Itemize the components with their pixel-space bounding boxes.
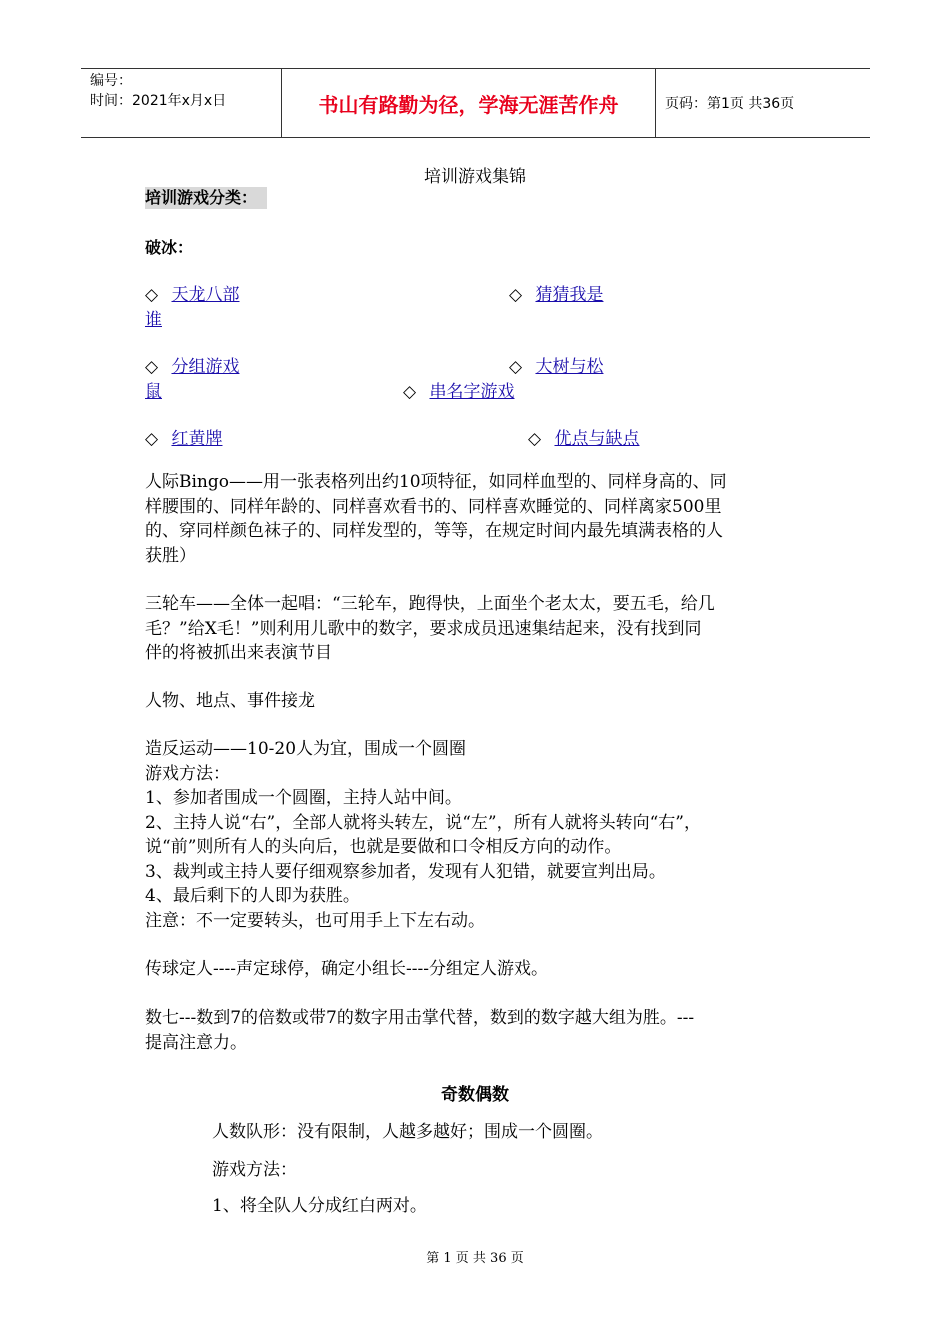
header-page-info: 页码：第1页 共36页 bbox=[665, 96, 795, 112]
text-line: 伴的将被抓出来表演节目 bbox=[145, 643, 332, 663]
diamond-icon: ◇ bbox=[145, 429, 159, 449]
paragraph-bingo bbox=[145, 470, 815, 568]
link-guess-continued[interactable]: 谁 bbox=[145, 310, 162, 330]
link-item-tianlong[interactable] bbox=[145, 280, 239, 305]
diamond-icon: ◇ bbox=[145, 285, 159, 305]
document-title: 培训游戏集锦 bbox=[424, 167, 526, 187]
paragraph-tricycle bbox=[145, 592, 815, 666]
link-item-pros-cons[interactable] bbox=[528, 424, 639, 449]
diamond-icon: ◇ bbox=[509, 285, 523, 305]
header-meta-cell bbox=[81, 69, 282, 137]
text-line: 造反运动——10-20人为宜，围成一个圆圈 bbox=[145, 739, 467, 759]
text-line: 4、最后剩下的人即为获胜。 bbox=[145, 886, 360, 906]
link-item-guess[interactable] bbox=[509, 280, 603, 305]
link-item-tree[interactable] bbox=[509, 352, 603, 377]
time-label: 时间：2021年x月x日 bbox=[90, 93, 227, 109]
link-item-names[interactable] bbox=[403, 377, 514, 402]
page-header bbox=[81, 68, 870, 138]
link-group[interactable]: 分组游戏 bbox=[171, 357, 240, 377]
paragraph-ball bbox=[145, 957, 815, 982]
text-line: 2、主持人说“右”，全部人就将头转左，说“左”，所有人就将头转向“右”， bbox=[145, 812, 701, 833]
text-line: 说“前”则所有人的头向后，也就是要做和口令相反方向的动作。 bbox=[145, 837, 622, 857]
text-line: 毛？”给X毛！”则利用儿歌中的数字，要求成员迅速集结起来，没有找到同 bbox=[145, 618, 702, 639]
text-line: 人际Bingo——用一张表格列出约10项特征，如同样血型的、同样身高的、同 bbox=[145, 472, 727, 492]
text-line: 提高注意力。 bbox=[145, 1032, 247, 1053]
diamond-icon: ◇ bbox=[509, 357, 523, 377]
step-text: 1、将全队人分成红白两对。 bbox=[212, 1196, 427, 1216]
formation-text: 人数队形：没有限制，人越多越好；围成一个圆圈。 bbox=[212, 1122, 603, 1142]
text-line: 数七---数到7的倍数或带7的数字用击掌代替，数到的数字越大组为胜。--- bbox=[145, 1008, 695, 1028]
category-heading: 培训游戏分类： bbox=[145, 187, 267, 209]
section-title: 奇数偶数 bbox=[441, 1085, 509, 1105]
number-label: 编号： bbox=[90, 73, 132, 89]
paragraph-relay bbox=[145, 689, 815, 714]
text-line: 3、裁判或主持人要仔细观察参加者，发现有人犯错，就要宣判出局。 bbox=[145, 861, 666, 882]
icebreak-heading: 破冰： bbox=[145, 238, 194, 257]
text-line: 传球定人----声定球停，确定小组长----分组定人游戏。 bbox=[145, 959, 548, 979]
link-item-cards[interactable] bbox=[145, 424, 222, 449]
link-cards[interactable]: 红黄牌 bbox=[171, 429, 223, 449]
text-line: 游戏方法： bbox=[145, 763, 230, 784]
link-item-group[interactable] bbox=[145, 352, 255, 377]
text-line: 三轮车——全体一起唱：“三轮车，跑得快，上面坐个老太太，要五毛，给几 bbox=[145, 594, 715, 614]
text-line: 1、参加者围成一个圆圈，主持人站中间。 bbox=[145, 788, 462, 808]
text-line: 注意：不一定要转头，也可用手上下左右动。 bbox=[145, 910, 485, 931]
link-guess[interactable]: 猜猜我是 bbox=[535, 285, 604, 305]
method-text: 游戏方法： bbox=[212, 1160, 297, 1180]
page-footer: 第 1 页 共 36 页 bbox=[426, 1251, 524, 1266]
text-line: 样腰围的、同样年龄的、同样喜欢看书的、同样喜欢睡觉的、同样离家500里 bbox=[145, 496, 722, 517]
diamond-icon: ◇ bbox=[145, 357, 159, 377]
link-pros-cons[interactable]: 优点与缺点 bbox=[554, 429, 640, 449]
text-line: 获胜） bbox=[145, 545, 196, 566]
text-line: 的、穿同样颜色袜子的、同样发型的，等等，在规定时间内最先填满表格的人 bbox=[145, 521, 723, 541]
link-tree[interactable]: 大树与松 bbox=[535, 357, 604, 377]
header-motto: 书山有路勤为径，学海无涯苦作舟 bbox=[282, 69, 656, 137]
diamond-icon: ◇ bbox=[528, 429, 542, 449]
link-tianlong[interactable]: 天龙八部 bbox=[171, 285, 240, 305]
paragraph-seven bbox=[145, 1006, 815, 1055]
link-tree-continued[interactable]: 鼠 bbox=[145, 382, 162, 402]
diamond-icon: ◇ bbox=[403, 382, 417, 402]
paragraph-rebel bbox=[145, 737, 815, 933]
text-line: 人物、地点、事件接龙 bbox=[145, 691, 315, 711]
link-names[interactable]: 串名字游戏 bbox=[429, 382, 515, 402]
